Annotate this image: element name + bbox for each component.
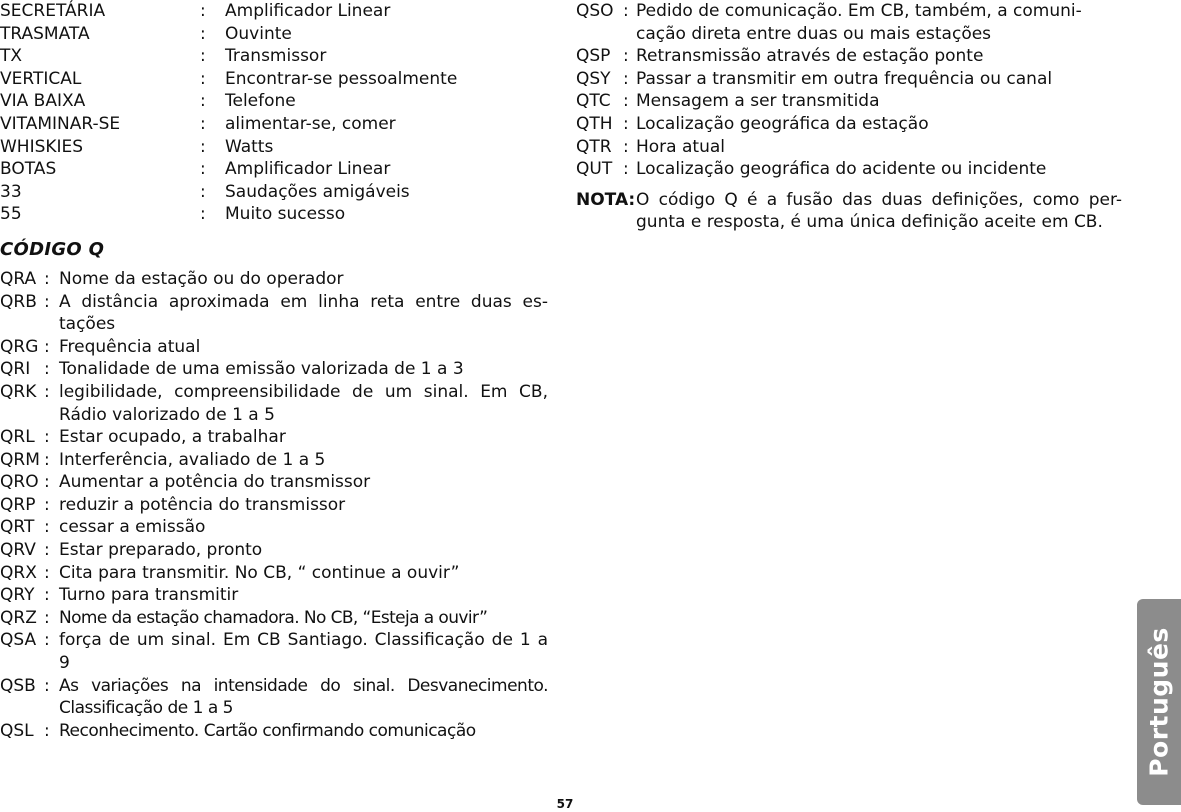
page-number: 57 <box>556 797 574 811</box>
glossary-row: WHISKIES : Watts <box>0 136 548 159</box>
glossary-definition: Watts <box>225 136 274 157</box>
q-code-definition: Localização geográfica da estação <box>636 113 929 134</box>
glossary-term: VIA BAIXA <box>0 91 86 112</box>
q-code-definition: Estar preparado, pronto <box>59 540 263 561</box>
q-code-definition: reduzir a potência do transmissor <box>59 494 346 515</box>
q-code: QRI <box>0 359 31 380</box>
q-code-row: QSL : Reconhecimento. Cartão confirmando comunicação <box>0 720 548 743</box>
q-code-row: QRM : Interferência, avaliado de 1 a 5 <box>0 449 548 472</box>
q-code-row: QTH : Localização geográfica da estação <box>576 113 1122 136</box>
right-column <box>576 0 1122 234</box>
q-code: QRZ <box>0 607 37 628</box>
q-code-row: QRI : Tonalidade de uma emissão valorizada de 1 a 3 <box>0 358 548 381</box>
glossary-definition: Amplificador Linear <box>225 1 391 21</box>
q-code: QUT <box>576 159 613 180</box>
glossary-row: 33 : Saudações amigáveis <box>0 181 548 204</box>
q-code: QSB <box>0 675 36 696</box>
q-code-definition: Frequência atual <box>59 336 201 357</box>
glossary-row: 55 : Muito sucesso <box>0 203 548 226</box>
q-code-definition: Nome da estação chamadora. No CB, “Esteja a ouvir” <box>59 607 488 628</box>
q-code-definition: Hora atual <box>636 136 725 157</box>
glossary-term: 33 <box>0 181 22 202</box>
q-code-row: QRK : legibilidade, compreensibilidade de um sinal. Em CB, Rádio valorizado de 1 a 5 <box>0 381 548 425</box>
q-code-row: QSB : As variações na intensidade do sinal. Desvanecimento. Classificação de 1 a 5 <box>0 675 548 719</box>
glossary-list <box>0 0 548 226</box>
q-code-row: QRP : reduzir a potência do transmissor <box>0 494 548 517</box>
glossary-term: VITAMINAR-SE <box>0 113 121 134</box>
glossary-term: TRASMATA <box>0 23 90 44</box>
q-code: QSL <box>0 720 34 741</box>
glossary-term: 55 <box>0 204 22 225</box>
q-code: QTH <box>576 113 613 134</box>
language-tab <box>1137 599 1181 805</box>
q-code-row: QRB : A distância aproximada em linha reta entre duas es-tações <box>0 291 548 335</box>
q-code: QSY <box>576 68 611 89</box>
q-code-row: QRX : Cita para transmitir. No CB, “ continue a ouvir” <box>0 562 548 585</box>
q-code-definition: cessar a emissão <box>59 517 206 538</box>
q-code: QSA <box>0 630 37 651</box>
q-code-row: QRA : Nome da estação ou do operador <box>0 268 548 291</box>
glossary-row: SECRETÁRIA : Amplificador Linear <box>0 0 548 23</box>
q-code-definition: Mensagem a ser transmitida <box>636 91 880 112</box>
q-code: QSP <box>576 46 611 67</box>
q-code-definition: Passar a transmitir em outra frequência ou canal <box>636 68 1053 89</box>
glossary-term: VERTICAL <box>0 68 82 89</box>
glossary-term: SECRETÁRIA <box>0 1 106 21</box>
q-code-row: QTR : Hora atual <box>576 136 1122 159</box>
q-code: QRB <box>0 291 37 312</box>
q-code-definition: Nome da estação ou do operador <box>59 268 344 289</box>
q-code-row: QSP : Retransmissão através de estação ponte <box>576 45 1122 68</box>
q-code-row: QUT : Localização geográfica do acidente ou incidente <box>576 158 1122 181</box>
q-code: QRP <box>0 494 36 515</box>
q-code-row: QRY : Turno para transmitir <box>0 584 548 607</box>
q-code-definition: força de um sinal. Em CB Santiago. Classificação de 1 a 9 <box>59 630 548 674</box>
q-code: QRG <box>0 336 39 357</box>
q-code-row: QRZ : Nome da estação chamadora. No CB, “Esteja a ouvir” <box>0 607 548 630</box>
glossary-definition: Telefone <box>225 91 296 112</box>
q-code-row: QRV : Estar preparado, pronto <box>0 539 548 562</box>
q-code: QRA <box>0 268 37 289</box>
glossary-definition: Saudações amigáveis <box>225 181 410 202</box>
section-heading: CÓDIGO Q <box>0 238 105 260</box>
q-code: QRY <box>0 585 35 606</box>
q-code-definition: Localização geográfica do acidente ou incidente <box>636 159 1047 180</box>
q-code-definition: Estar ocupado, a trabalhar <box>59 427 286 448</box>
glossary-term: BOTAS <box>0 159 57 180</box>
q-code-definition: Pedido de comunicação. Em CB, também, a comuni-cação direta entre duas ou mais estações <box>636 1 1082 44</box>
note-text: O código Q é a fusão das duas definições, como per-gunta e resposta, é uma única definição aceite em CB. <box>636 189 1122 233</box>
glossary-row: TRASMATA : Ouvinte <box>0 23 548 46</box>
q-code-definition: A distância aproximada em linha reta entre duas es-tações <box>59 291 548 335</box>
language-tab-label: Português <box>1144 627 1174 777</box>
glossary-definition: Muito sucesso <box>225 204 346 225</box>
q-code-row: QSO : Pedido de comunicação. Em CB, também, a comuni-cação direta entre duas ou mais estações <box>576 0 1122 45</box>
q-code-row: QRG : Frequência atual <box>0 336 548 359</box>
q-code-definition: Aumentar a potência do transmissor <box>59 472 371 493</box>
q-code: QRV <box>0 540 36 561</box>
q-code-definition: Tonalidade de uma emissão valorizada de 1 a 3 <box>59 359 464 380</box>
glossary-row: BOTAS : Amplificador Linear <box>0 158 548 181</box>
q-code-definition: legibilidade, compreensibilidade de um sinal. Em CB, Rádio valorizado de 1 a 5 <box>59 381 548 425</box>
glossary-definition: Ouvinte <box>225 23 292 44</box>
q-code-row: QRL : Estar ocupado, a trabalhar <box>0 426 548 449</box>
q-code: QTC <box>576 91 611 112</box>
q-code: QRM <box>0 449 40 470</box>
q-code-row: QSY : Passar a transmitir em outra frequência ou canal <box>576 68 1122 91</box>
glossary-term: TX <box>0 46 23 67</box>
q-code: QSO <box>576 1 614 21</box>
glossary-row: VIA BAIXA : Telefone <box>0 90 548 113</box>
left-column <box>0 0 548 742</box>
q-code-list-left <box>0 268 548 742</box>
q-code: QRL <box>0 427 35 448</box>
glossary-definition: Transmissor <box>225 46 327 67</box>
note-label: NOTA: <box>576 189 636 210</box>
q-code-row: QSA : força de um sinal. Em CB Santiago. Classificação de 1 a 9 <box>0 630 548 674</box>
q-code-definition: Reconhecimento. Cartão confirmando comunicação <box>59 720 476 741</box>
q-code: QRX <box>0 562 37 583</box>
q-code: QRK <box>0 381 37 402</box>
q-code-row: QRO : Aumentar a potência do transmissor <box>0 471 548 494</box>
q-code-definition: Turno para transmitir <box>59 585 239 606</box>
glossary-term: WHISKIES <box>0 136 84 157</box>
note <box>576 189 1122 234</box>
q-code: QTR <box>576 136 612 157</box>
q-code-definition: As variações na intensidade do sinal. Desvanecimento. Classificação de 1 a 5 <box>59 675 548 719</box>
q-code-row: QRT : cessar a emissão <box>0 516 548 539</box>
glossary-definition: Amplificador Linear <box>225 159 391 180</box>
glossary-definition: alimentar-se, comer <box>225 113 396 134</box>
glossary-row: VITAMINAR-SE : alimentar-se, comer <box>0 113 548 136</box>
q-code-definition: Cita para transmitir. No CB, “ continue a ouvir” <box>59 562 460 583</box>
q-code-row: QTC : Mensagem a ser transmitida <box>576 90 1122 113</box>
glossary-row: TX : Transmissor <box>0 45 548 68</box>
q-code: QRT <box>0 517 35 538</box>
glossary-row: VERTICAL : Encontrar-se pessoalmente <box>0 68 548 91</box>
q-code: QRO <box>0 472 39 493</box>
glossary-definition: Encontrar-se pessoalmente <box>225 68 458 89</box>
q-code-definition: Retransmissão através de estação ponte <box>636 46 984 67</box>
q-code-definition: Interferência, avaliado de 1 a 5 <box>59 449 326 470</box>
